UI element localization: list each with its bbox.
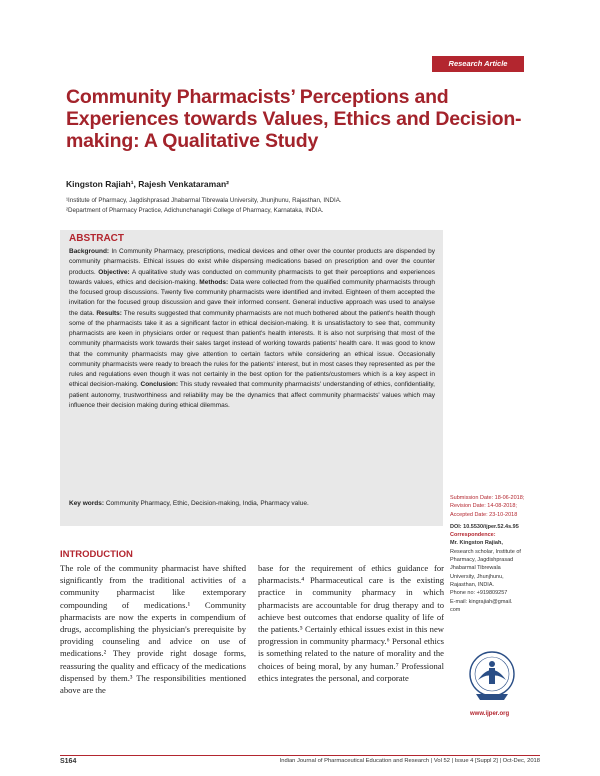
affiliation-1: ¹Institute of Pharmacy, Jagdishprasad Jhabarmal Tibrewala University, Jhunjhunu, Rajasthan, INDIA. (66, 197, 342, 204)
results-label: Results: (96, 309, 122, 317)
address-line: Jhabarmal Tibrewala (450, 565, 501, 572)
abstract-box (60, 230, 443, 526)
abstract-heading: ABSTRACT (69, 233, 124, 244)
affiliation-2: ²Department of Pharmacy Practice, Adichunchanagiri College of Pharmacy, Karnataka, INDIA. (66, 207, 324, 214)
journal-emblem-icon (468, 650, 516, 702)
correspondent-name: Mr. Kingston Rajiah, (450, 540, 503, 547)
keywords-text: Community Pharmacy, Ethic, Decision-making, India, Pharmacy value. (105, 500, 309, 507)
journal-website-link[interactable]: www.ijper.org (470, 711, 510, 717)
revision-date: Revision Date: 14-08-2018; (450, 503, 517, 510)
results-text: The results suggested that community pharmacists are not much bothered about the patient's health though some of the pharmacists take it as a significant factor in ethical decision-making. It is unsatisfactory to see that, community pharmacists are keen in physicians order or request than patient's health interests. It is also not surprising that most of the community pharmacists work towards their sales target instead of working towards patients' health care. It was good to know that the community pharmacists may give attention to certain factors while considering an ethical issue. Occasionally community pharmacists were ready to breach the rules for the patients' interest, but in most cases they represented as per the rules and regulations even though it was not certainly in the best option for the patients/customers which is a key aspect in ethical decision-making. (69, 309, 435, 389)
page-number: S164 (60, 758, 77, 765)
email-continued[interactable]: com (450, 606, 461, 613)
address-line: Research scholar, Institute of (450, 548, 521, 555)
email[interactable]: E-mail: kingrajiah@gmail. (450, 598, 513, 605)
keywords-label: Key words: (69, 500, 105, 507)
conclusion-label: Conclusion: (140, 381, 179, 389)
author-list: Kingston Rajiah¹, Rajesh Venkataraman² (66, 179, 229, 189)
address-line: Rajasthan, INDIA. (450, 581, 495, 588)
doi[interactable]: DOI: 10.5530/ijper.52.4s.95 (450, 523, 519, 530)
objective-text: A qualitative study was conducted on community pharmacists to get their perceptions and experiences towards values, ethics and decision-making. (69, 268, 436, 286)
phone: Phone no: +919809257 (450, 590, 508, 597)
address-line: Pharmacy, Jagdishprasad (450, 557, 514, 564)
keywords (60, 500, 443, 507)
article-type-tag: Research Article (432, 56, 524, 72)
abstract-body (69, 247, 435, 411)
objective-label: Objective: (98, 268, 130, 276)
background-label: Background: (69, 248, 110, 255)
background-text: In Community Pharmacy, prescriptions, medical devices and other over the counter products are dispended by community pharmacists. Ethical issues do exist while dispensing medications based on prescription and over the counter products. (69, 248, 435, 276)
intro-column-2: base for the requirement of ethics guidance for pharmacists.⁴ Pharmaceutical care is the existing practice in community pharmacy in which pharmacists are accountable for drug therapy and to achieve best outcomes that endorse quality of life of the patients.⁵ Certainly ethical issues exist in this new progression in community pharmacy.⁶ Personal ethics is something related to the nature of morality and the choices of being moral, by any human.⁷ Professional ethics integrates the personal, and corporate (258, 563, 444, 683)
footer-rule (60, 755, 540, 756)
methods-label: Methods: (199, 278, 229, 286)
conclusion-text: This study revealed that community pharmacists' understanding of ethics, confidentiality, patient autonomy, trustworthiness and reliability may be the dynamics that affect community pharmacists' values which may influence their decision making during ethical dilemmas. (69, 381, 435, 409)
submission-date: Submission Date: 18-06-2018; (450, 495, 525, 501)
address-line: University, Jhunjhunu, (450, 573, 504, 580)
article-info-sidebar (450, 494, 560, 614)
journal-citation: Indian Journal of Pharmaceutical Education and Research | Vol 52 | Issue 4 [Suppl 2] | Oct-Dec, 2018 (279, 758, 540, 764)
intro-column-1: The role of the community pharmacist have shifted significantly from the traditional activities of a community pharmacist like extemporary compounding of medications.¹ Community pharmacists are now the experts in compendium of drugs, accomplishing the physician's prerequisite by providing counseling and advice on use of medications.² They provide right dosage forms, reassuring the quality and efficacy of the medications dispensed by them.³ The responsibilities mentioned above are the (60, 563, 246, 696)
correspondence-label: Correspondence: (450, 532, 496, 539)
accepted-date: Accepted Date: 23-10-2018 (450, 511, 518, 518)
paper-title: Community Pharmacists’ Perceptions and Experiences towards Values, Ethics and Decision-making: A Qualitative Study (66, 86, 522, 152)
methods-text: Data were collected from the qualified community pharmacists through the focused group discussions. Twenty five community pharmacists were identified and invited. Eighteen of them accepted the invitation for the focused group discussion and gave their informed consent. General inductive approach was used to analyse the data. (69, 278, 436, 317)
introduction-heading: INTRODUCTION (60, 549, 133, 560)
